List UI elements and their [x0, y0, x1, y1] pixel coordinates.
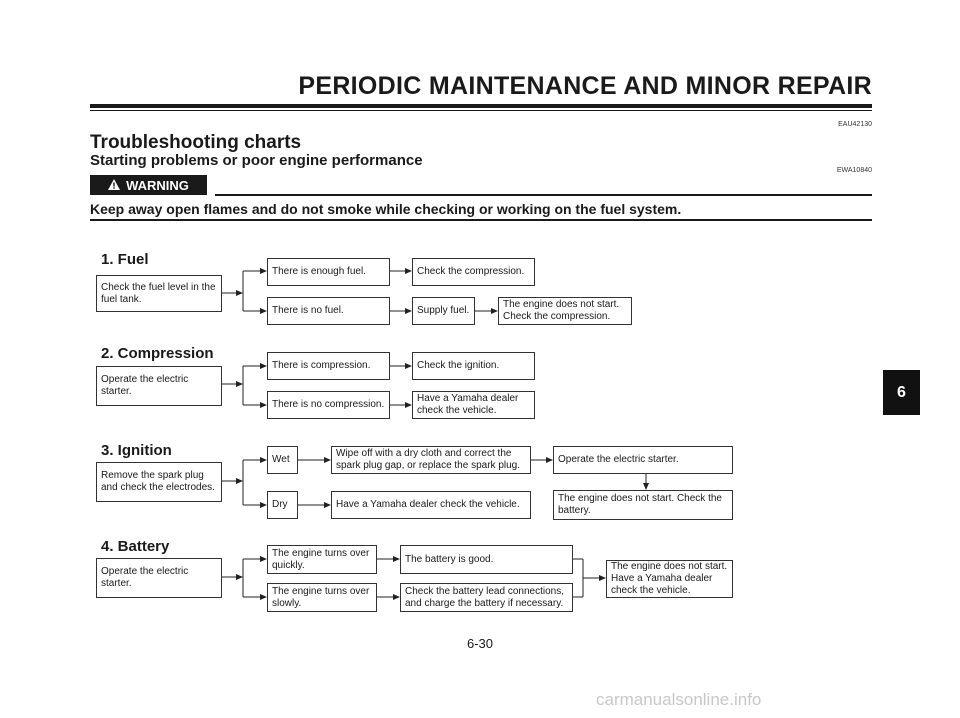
fuel-start-box: Check the fuel level in the fuel tank.: [96, 275, 222, 312]
warning-text: Keep away open flames and do not smoke while checking or working on the fuel system.: [90, 201, 682, 217]
battery-quick-box: The engine turns over quickly.: [267, 545, 377, 574]
compression-start-box: Operate the electric starter.: [96, 366, 222, 406]
battery-start-box: Operate the electric starter.: [96, 558, 222, 598]
fuel-supply-box: Supply fuel.: [412, 297, 475, 325]
battery-good-box: The battery is good.: [400, 545, 573, 574]
fuel-result-box: The engine does not start. Check the compression.: [498, 297, 632, 325]
compression-no-box: There is no compression.: [267, 391, 390, 419]
ignition-dry-box: Dry: [267, 491, 298, 519]
fuel-section-title: 1. Fuel: [101, 251, 149, 268]
battery-check-leads-box: Check the battery lead connections, and charge the battery if necessary.: [400, 583, 573, 612]
battery-result-box: The engine does not start. Have a Yamaha dealer check the vehicle.: [606, 560, 733, 598]
ignition-dealer-box: Have a Yamaha dealer check the vehicle.: [331, 491, 531, 519]
page-subtitle: Starting problems or poor engine performance: [90, 152, 423, 169]
warning-code: EWA10840: [836, 167, 872, 174]
compression-dealer-box: Have a Yamaha dealer check the vehicle.: [412, 391, 535, 419]
page-header-title: PERIODIC MAINTENANCE AND MINOR REPAIR: [298, 72, 872, 100]
fuel-none-box: There is no fuel.: [267, 297, 390, 325]
chapter-tab: 6: [883, 370, 920, 415]
site-watermark: carmanualsonline.info: [596, 690, 762, 709]
ignition-wet-box: Wet: [267, 446, 298, 474]
compression-check-ignition-box: Check the ignition.: [412, 352, 535, 380]
fuel-enough-box: There is enough fuel.: [267, 258, 390, 286]
section-code: EAU42130: [838, 121, 872, 128]
ignition-wet-action-box: Wipe off with a dry cloth and correct the spark plug gap, or replace the spark plug.: [331, 446, 531, 474]
ignition-result-box: The engine does not start. Check the battery.: [553, 490, 733, 520]
page-title: Troubleshooting charts: [90, 132, 302, 153]
page-number: 6-30: [466, 636, 494, 651]
warning-label: WARNING: [126, 177, 189, 193]
fuel-check-compression-box: Check the compression.: [412, 258, 535, 286]
ignition-section-title: 3. Ignition: [101, 442, 172, 459]
ignition-operate-starter-box: Operate the electric starter.: [553, 446, 733, 474]
battery-section-title: 4. Battery: [101, 538, 170, 555]
ignition-start-box: Remove the spark plug and check the electrodes.: [96, 462, 222, 502]
battery-slow-box: The engine turns over slowly.: [267, 583, 377, 612]
compression-section-title: 2. Compression: [101, 345, 214, 362]
compression-yes-box: There is compression.: [267, 352, 390, 380]
